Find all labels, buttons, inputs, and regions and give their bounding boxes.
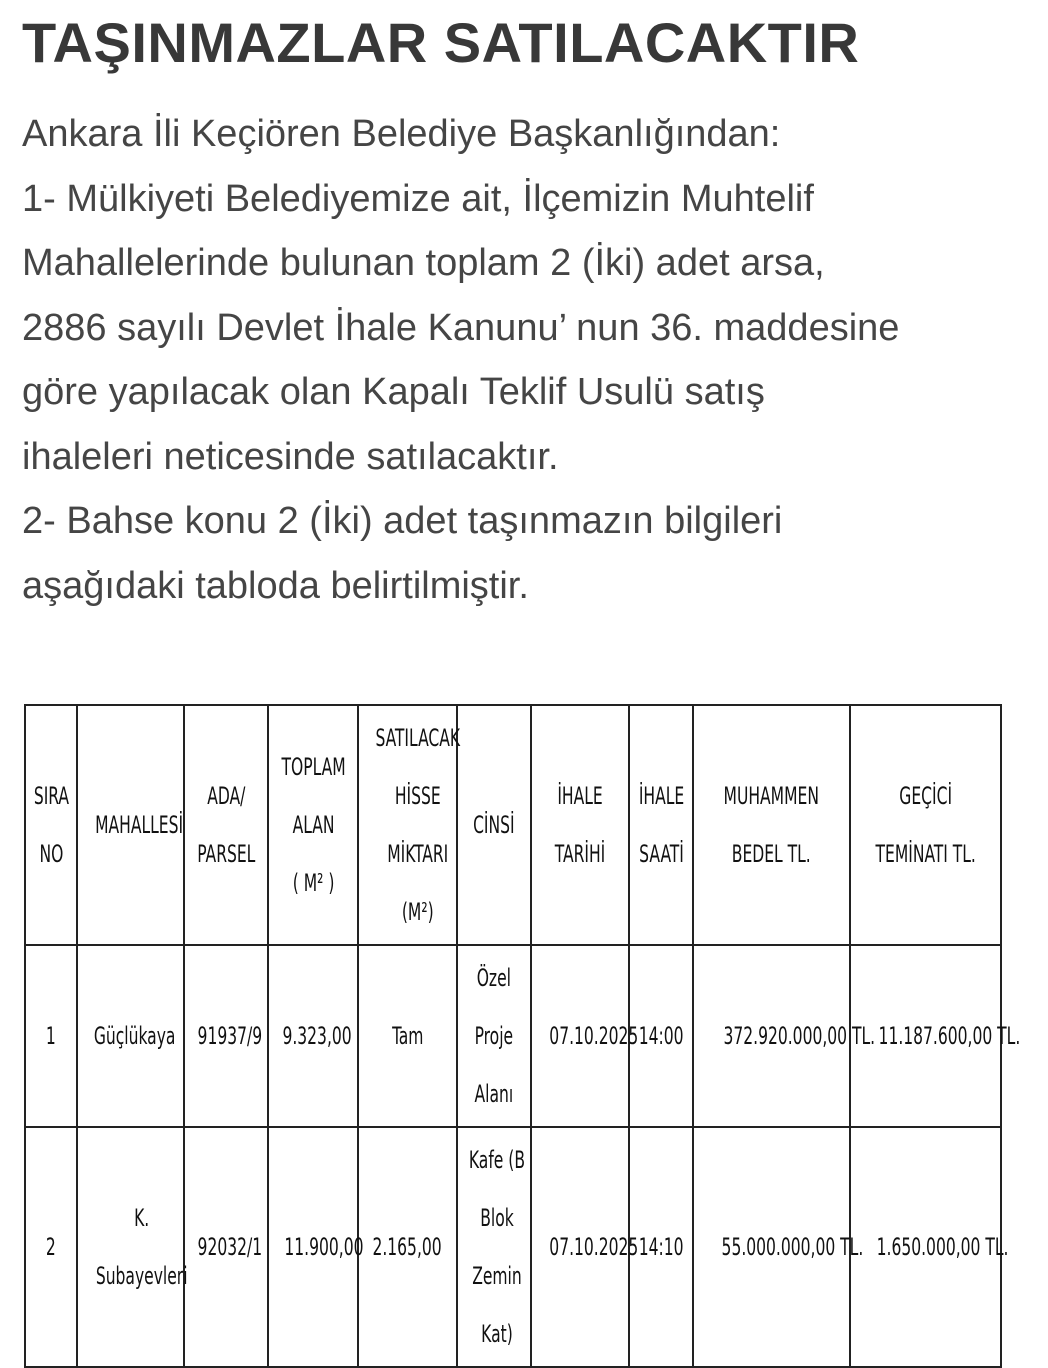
cell-line: 1.650.000,00 TL. [876, 1233, 1009, 1261]
table-cell [77, 945, 184, 1127]
table-cell [77, 1127, 188, 1367]
table-cell [629, 945, 693, 1127]
cell-text [198, 1218, 263, 1276]
cell-text [639, 1218, 684, 1276]
cell-line: ALAN [292, 811, 335, 839]
cell-text [373, 1218, 442, 1276]
table-header-cell [531, 705, 629, 945]
table-cell [457, 945, 531, 1127]
cell-text [875, 767, 975, 883]
cell-text [282, 1007, 351, 1065]
cell-line: 11.187.600,00 TL. [878, 1022, 1021, 1050]
cell-text [46, 1007, 56, 1065]
cell-text [198, 1007, 263, 1065]
cell-line: 11.900,00 [284, 1233, 364, 1261]
text-line: göre yapılacak olan Kapalı Teklif Usulü satış [22, 371, 765, 413]
cell-text [723, 1007, 875, 1065]
cell-line: NO [39, 840, 63, 868]
cell-line: 372.920.000,00 TL. [723, 1022, 876, 1050]
cell-line: 14:10 [638, 1233, 684, 1261]
table-header-cell [268, 705, 358, 945]
cell-text [639, 767, 684, 883]
cell-text [879, 1007, 1021, 1065]
cell-line: 9.323,00 [282, 1022, 352, 1050]
cell-text [392, 1007, 423, 1065]
table-cell [531, 1127, 639, 1367]
cell-line: Subayevleri [95, 1262, 188, 1290]
cell-line: Blok [480, 1204, 514, 1232]
table-header-cell [693, 705, 850, 945]
cell-line: 2.165,00 [372, 1233, 443, 1261]
cell-line: K. [134, 1204, 150, 1232]
table-cell [531, 945, 639, 1127]
cell-text [639, 1007, 684, 1065]
cell-line: 2 [46, 1233, 56, 1261]
announcement-text [22, 102, 1012, 618]
cell-line: MUHAMMEN [723, 782, 820, 810]
cell-text [375, 709, 460, 941]
cell-line: 14:00 [638, 1022, 684, 1050]
cell-line: CİNSİ [473, 811, 515, 839]
page-title: TAŞINMAZLAR SATILACAKTIR [22, 11, 860, 74]
table-cell [693, 945, 876, 1127]
cell-text [473, 796, 515, 854]
cell-line: Güçlükaya [93, 1022, 176, 1050]
table-row [25, 945, 1001, 1127]
cell-text [724, 767, 819, 883]
table-cell [268, 945, 358, 1127]
cell-line: MAHALLESİ [95, 811, 184, 839]
property-table-container [24, 704, 1021, 1368]
table-header-cell [77, 705, 184, 945]
table-cell [358, 945, 457, 1127]
cell-line: Zemin [472, 1262, 522, 1290]
table-cell [850, 1127, 1009, 1367]
cell-line: Tam [391, 1022, 424, 1050]
cell-line: 07.10.2025 [549, 1233, 639, 1261]
text-line: Ankara İli Keçiören Belediye Başkanlığından: [22, 113, 781, 155]
cell-line: 91937/9 [197, 1022, 263, 1050]
cell-line: Kat) [481, 1320, 513, 1348]
cell-line: Alanı [474, 1080, 514, 1108]
cell-line: 92032/1 [197, 1233, 263, 1261]
cell-text [95, 796, 183, 854]
cell-text [877, 1218, 1009, 1276]
cell-line: TEMİNATI TL. [875, 840, 976, 868]
property-table [24, 704, 1021, 1368]
table-row [25, 1127, 1001, 1367]
cell-line: 55.000.000,00 TL. [721, 1233, 864, 1261]
text-line: aşağıdaki tabloda belirtilmiştir. [22, 564, 529, 607]
cell-text [549, 1007, 638, 1065]
table-header-cell [184, 705, 268, 945]
table-header-cell [25, 705, 77, 945]
cell-line: (M²) [401, 898, 434, 926]
cell-line: TARİHİ [554, 840, 606, 868]
cell-text [197, 767, 255, 883]
table-cell [184, 1127, 268, 1367]
table-cell [358, 1127, 457, 1367]
table-cell [25, 945, 77, 1127]
cell-line: SATILACAK [375, 724, 461, 752]
cell-line: TOPLAM [281, 753, 346, 781]
cell-text [469, 1131, 525, 1363]
table-header-cell [850, 705, 1001, 945]
cell-line: PARSEL [196, 840, 256, 868]
cell-line: Kafe (B [468, 1146, 526, 1174]
cell-line: Özel [476, 964, 512, 992]
cell-text [281, 738, 345, 912]
cell-text [475, 949, 514, 1123]
cell-line: BEDEL TL. [732, 840, 811, 868]
cell-line: İHALE [557, 782, 603, 810]
cell-line: İHALE [638, 782, 685, 810]
table-cell [268, 1127, 364, 1367]
cell-text [96, 1189, 188, 1305]
cell-text [33, 767, 68, 883]
cell-line: SAATİ [639, 840, 684, 868]
text-line: 1- Mülkiyeti Belediyemize ait, İlçemizin Muhtelif [22, 177, 814, 220]
cell-text [284, 1218, 363, 1276]
cell-line: Proje [474, 1022, 514, 1050]
text-line: 2886 sayılı Devlet İhale Kanunu’ nun 36. maddesine [22, 306, 900, 349]
cell-line: ADA/ [206, 782, 246, 810]
text-line: 2- Bahse konu 2 (İki) adet taşınmazın bilgileri [22, 500, 783, 542]
text-line: ihaleleri neticesinde satılacaktır. [22, 435, 559, 478]
cell-text [722, 1218, 864, 1276]
table-header-row [25, 705, 1001, 945]
cell-text [94, 1007, 176, 1065]
table-cell [457, 1127, 531, 1367]
table-header-cell [629, 705, 693, 945]
cell-text [46, 1218, 56, 1276]
table-header-cell [358, 705, 461, 945]
table-cell [184, 945, 268, 1127]
table-cell [629, 1127, 693, 1367]
cell-line: SIRA [33, 782, 69, 810]
cell-line: 1 [46, 1022, 56, 1050]
table-header-cell [457, 705, 531, 945]
cell-line: HİSSE [394, 782, 441, 810]
cell-line: 07.10.2025 [549, 1022, 639, 1050]
table-cell [693, 1127, 864, 1367]
text-line: Mahallelerinde bulunan toplam 2 (İki) adet arsa, [22, 242, 825, 284]
cell-line: ( M² ) [292, 869, 335, 897]
table-cell [25, 1127, 77, 1367]
cell-text [549, 1218, 638, 1276]
cell-line: MİKTARI [387, 840, 449, 868]
cell-line: GEÇİCİ [899, 782, 952, 810]
cell-text [555, 767, 605, 883]
